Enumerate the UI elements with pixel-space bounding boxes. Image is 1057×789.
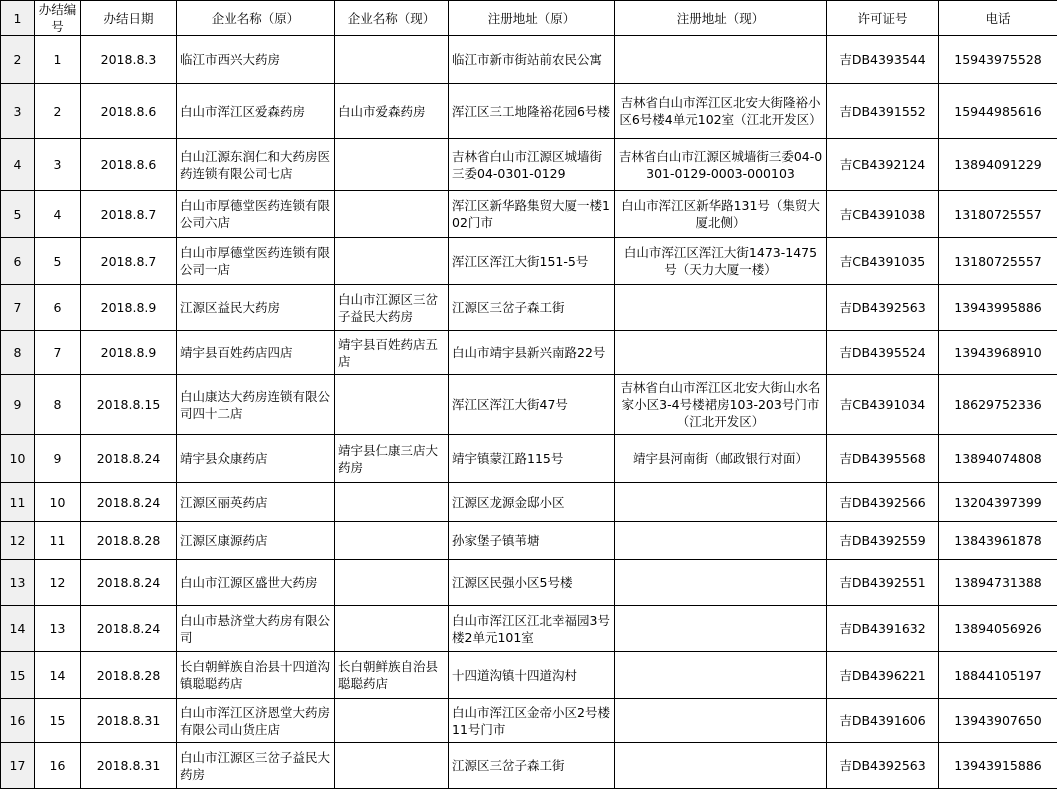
cell-addr-new[interactable]: [615, 483, 827, 522]
cell-addr-old[interactable]: 浑江区浑江大街151-5号: [449, 238, 615, 285]
cell-name-old[interactable]: 白山市江源区三岔子益民大药房: [177, 743, 335, 789]
cell-name-old[interactable]: 白山市江源区盛世大药房: [177, 560, 335, 606]
cell-license[interactable]: 吉CB4391035: [827, 238, 939, 285]
table-row: [1, 139, 1057, 191]
cell-license[interactable]: 吉DB4392563: [827, 743, 939, 789]
cell-addr-new[interactable]: [615, 699, 827, 743]
cell-addr-new[interactable]: 吉林省白山市浑江区北安大街山水名家小区3-4号楼裙房103-203号门市（江北开发区）: [615, 375, 827, 435]
column-header[interactable]: 电话: [939, 1, 1057, 36]
cell-addr-old[interactable]: 江源区龙源金邸小区: [449, 483, 615, 522]
cell-phone[interactable]: 13894731388: [939, 560, 1057, 606]
cell-phone[interactable]: 13180725557: [939, 238, 1057, 285]
cell-no[interactable]: 9: [35, 435, 81, 483]
column-header[interactable]: 注册地址（现）: [615, 1, 827, 36]
cell-addr-new[interactable]: 吉林省白山市浑江区北安大街隆裕小区6号楼4单元102室（江北开发区）: [615, 84, 827, 139]
cell-addr-old[interactable]: 浑江区三工地隆裕花园6号楼: [449, 84, 615, 139]
cell-no[interactable]: 8: [35, 375, 81, 435]
cell-addr-old[interactable]: 江源区三岔子森工街: [449, 743, 615, 789]
cell-date[interactable]: 2018.8.24: [81, 435, 177, 483]
cell-license[interactable]: 吉DB4391552: [827, 84, 939, 139]
cell-license[interactable]: 吉DB4395524: [827, 331, 939, 375]
table-row: [1, 560, 1057, 606]
row-header[interactable]: 7: [1, 285, 35, 331]
cell-no[interactable]: 10: [35, 483, 81, 522]
cell-name-new[interactable]: [335, 606, 449, 652]
row-header[interactable]: 3: [1, 84, 35, 139]
cell-date[interactable]: 2018.8.28: [81, 652, 177, 699]
cell-name-old[interactable]: 白山市厚德堂医药连锁有限公司六店: [177, 191, 335, 238]
cell-addr-old[interactable]: 吉林省白山市江源区城墙街三委04-0301-0129: [449, 139, 615, 191]
row-header[interactable]: 14: [1, 606, 35, 652]
cell-no[interactable]: 16: [35, 743, 81, 789]
cell-phone[interactable]: 13204397399: [939, 483, 1057, 522]
cell-date[interactable]: 2018.8.31: [81, 743, 177, 789]
cell-no[interactable]: 11: [35, 522, 81, 560]
cell-date[interactable]: 2018.8.15: [81, 375, 177, 435]
cell-name-new[interactable]: 靖宇县百姓药店五店: [335, 331, 449, 375]
cell-name-new[interactable]: [335, 560, 449, 606]
cell-name-old[interactable]: 白山市悬济堂大药房有限公司: [177, 606, 335, 652]
cell-addr-new[interactable]: 白山市浑江区新华路131号（集贸大厦北侧）: [615, 191, 827, 238]
cell-phone[interactable]: 13943968910: [939, 331, 1057, 375]
cell-license[interactable]: 吉DB4391632: [827, 606, 939, 652]
cell-license[interactable]: 吉DB4391606: [827, 699, 939, 743]
row-header[interactable]: 13: [1, 560, 35, 606]
row-header[interactable]: 10: [1, 435, 35, 483]
cell-name-old[interactable]: 江源区益民大药房: [177, 285, 335, 331]
cell-license[interactable]: 吉CB4391034: [827, 375, 939, 435]
cell-date[interactable]: 2018.8.9: [81, 285, 177, 331]
cell-addr-old[interactable]: 浑江区新华路集贸大厦一楼102门市: [449, 191, 615, 238]
table-row: [1, 522, 1057, 560]
cell-license[interactable]: 吉DB4392559: [827, 522, 939, 560]
cell-phone[interactable]: 15943975528: [939, 36, 1057, 84]
table-row: [1, 191, 1057, 238]
cell-no[interactable]: 1: [35, 36, 81, 84]
cell-name-old[interactable]: 白山市浑江区爱森药房: [177, 84, 335, 139]
cell-addr-old[interactable]: 江源区民强小区5号楼: [449, 560, 615, 606]
row-header[interactable]: 9: [1, 375, 35, 435]
cell-license[interactable]: 吉DB4392566: [827, 483, 939, 522]
cell-addr-old[interactable]: 孙家堡子镇苇塘: [449, 522, 615, 560]
cell-no[interactable]: 12: [35, 560, 81, 606]
cell-name-old[interactable]: 江源区康源药店: [177, 522, 335, 560]
row-header[interactable]: 5: [1, 191, 35, 238]
cell-name-new[interactable]: [335, 743, 449, 789]
row-header[interactable]: 15: [1, 652, 35, 699]
cell-addr-new[interactable]: 靖宇县河南街（邮政银行对面）: [615, 435, 827, 483]
column-header[interactable]: 企业名称（原）: [177, 1, 335, 36]
cell-addr-new[interactable]: [615, 522, 827, 560]
cell-no[interactable]: 6: [35, 285, 81, 331]
cell-addr-new[interactable]: [615, 606, 827, 652]
table-row: [1, 285, 1057, 331]
cell-addr-old[interactable]: 白山市浑江区江北幸福园3号楼2单元101室: [449, 606, 615, 652]
cell-name-new[interactable]: [335, 375, 449, 435]
cell-date[interactable]: 2018.8.9: [81, 331, 177, 375]
table-row: [1, 375, 1057, 435]
cell-no[interactable]: 5: [35, 238, 81, 285]
cell-addr-old[interactable]: 浑江区浑江大街47号: [449, 375, 615, 435]
row-header[interactable]: 4: [1, 139, 35, 191]
cell-addr-old[interactable]: 白山市浑江区金帝小区2号楼11号门市: [449, 699, 615, 743]
cell-no[interactable]: 15: [35, 699, 81, 743]
cell-name-new[interactable]: 白山市江源区三岔子益民大药房: [335, 285, 449, 331]
cell-addr-old[interactable]: 白山市靖宇县新兴南路22号: [449, 331, 615, 375]
cell-license[interactable]: 吉DB4392551: [827, 560, 939, 606]
table-row: [1, 84, 1057, 139]
cell-name-old[interactable]: 白山江源东润仁和大药房医药连锁有限公司七店: [177, 139, 335, 191]
table-row: [1, 483, 1057, 522]
cell-name-old[interactable]: 白山康达大药房连锁有限公司四十二店: [177, 375, 335, 435]
cell-date[interactable]: 2018.8.24: [81, 560, 177, 606]
cell-addr-new[interactable]: 白山市浑江区浑江大街1473-1475号（天力大厦一楼）: [615, 238, 827, 285]
cell-addr-old[interactable]: 江源区三岔子森工街: [449, 285, 615, 331]
cell-name-new[interactable]: [335, 522, 449, 560]
cell-date[interactable]: 2018.8.3: [81, 36, 177, 84]
cell-name-new[interactable]: [335, 36, 449, 84]
cell-no[interactable]: 7: [35, 331, 81, 375]
row-header[interactable]: 8: [1, 331, 35, 375]
cell-name-new[interactable]: 白山市爱森药房: [335, 84, 449, 139]
cell-addr-old[interactable]: 靖宇镇蒙江路115号: [449, 435, 615, 483]
cell-phone[interactable]: 13943907650: [939, 699, 1057, 743]
row-header[interactable]: 17: [1, 743, 35, 789]
cell-phone[interactable]: 13843961878: [939, 522, 1057, 560]
cell-no[interactable]: 4: [35, 191, 81, 238]
cell-name-new[interactable]: [335, 139, 449, 191]
table-row: [1, 238, 1057, 285]
table-row: [1, 435, 1057, 483]
cell-name-old[interactable]: 白山市浑江区济恩堂大药房有限公司山货庄店: [177, 699, 335, 743]
cell-addr-new[interactable]: [615, 743, 827, 789]
cell-no[interactable]: 3: [35, 139, 81, 191]
cell-date[interactable]: 2018.8.6: [81, 139, 177, 191]
cell-name-new[interactable]: [335, 191, 449, 238]
cell-date[interactable]: 2018.8.31: [81, 699, 177, 743]
cell-name-old[interactable]: 长白朝鲜族自治县十四道沟镇聪聪药店: [177, 652, 335, 699]
cell-phone[interactable]: 18844105197: [939, 652, 1057, 699]
cell-phone[interactable]: 13894074808: [939, 435, 1057, 483]
cell-addr-old[interactable]: 十四道沟镇十四道沟村: [449, 652, 615, 699]
cell-license[interactable]: 吉CB4392124: [827, 139, 939, 191]
cell-date[interactable]: 2018.8.7: [81, 238, 177, 285]
cell-addr-old[interactable]: 临江市新市街站前农民公寓: [449, 36, 615, 84]
cell-license[interactable]: 吉DB4396221: [827, 652, 939, 699]
cell-date[interactable]: 2018.8.28: [81, 522, 177, 560]
cell-no[interactable]: 13: [35, 606, 81, 652]
cell-name-new[interactable]: [335, 699, 449, 743]
row-header[interactable]: 11: [1, 483, 35, 522]
table-row: [1, 606, 1057, 652]
cell-addr-new[interactable]: [615, 36, 827, 84]
column-header[interactable]: 办结日期: [81, 1, 177, 36]
table-row: [1, 331, 1057, 375]
cell-phone[interactable]: 18629752336: [939, 375, 1057, 435]
cell-date[interactable]: 2018.8.7: [81, 191, 177, 238]
row-header[interactable]: 2: [1, 36, 35, 84]
row-header[interactable]: 1: [1, 1, 35, 36]
cell-name-old[interactable]: 临江市西兴大药房: [177, 36, 335, 84]
row-header[interactable]: 6: [1, 238, 35, 285]
cell-license[interactable]: 吉CB4391038: [827, 191, 939, 238]
cell-date[interactable]: 2018.8.24: [81, 606, 177, 652]
column-header[interactable]: 办结编号: [35, 1, 81, 36]
cell-addr-new[interactable]: [615, 652, 827, 699]
row-header[interactable]: 12: [1, 522, 35, 560]
cell-license[interactable]: 吉DB4395568: [827, 435, 939, 483]
header-row: [1, 1, 1057, 36]
cell-no[interactable]: 2: [35, 84, 81, 139]
cell-addr-new[interactable]: [615, 285, 827, 331]
cell-name-new[interactable]: [335, 238, 449, 285]
cell-name-old[interactable]: 江源区丽英药店: [177, 483, 335, 522]
column-header[interactable]: 许可证号: [827, 1, 939, 36]
table-row: [1, 36, 1057, 84]
cell-date[interactable]: 2018.8.24: [81, 483, 177, 522]
cell-name-old[interactable]: 靖宇县众康药店: [177, 435, 335, 483]
column-header[interactable]: 注册地址（原）: [449, 1, 615, 36]
cell-no[interactable]: 14: [35, 652, 81, 699]
cell-name-old[interactable]: 靖宇县百姓药店四店: [177, 331, 335, 375]
cell-license[interactable]: 吉DB4392563: [827, 285, 939, 331]
column-header[interactable]: 企业名称（现）: [335, 1, 449, 36]
table-row: [1, 699, 1057, 743]
cell-phone[interactable]: 15944985616: [939, 84, 1057, 139]
cell-addr-new[interactable]: [615, 560, 827, 606]
cell-phone[interactable]: 13943995886: [939, 285, 1057, 331]
cell-name-old[interactable]: 白山市厚德堂医药连锁有限公司一店: [177, 238, 335, 285]
cell-name-new[interactable]: 长白朝鲜族自治县聪聪药店: [335, 652, 449, 699]
cell-phone[interactable]: 13894056926: [939, 606, 1057, 652]
cell-phone[interactable]: 13943915886: [939, 743, 1057, 789]
cell-phone[interactable]: 13894091229: [939, 139, 1057, 191]
table-row: [1, 652, 1057, 699]
cell-license[interactable]: 吉DB4393544: [827, 36, 939, 84]
cell-addr-new[interactable]: 吉林省白山市江源区城墙街三委04-0301-0129-0003-000103: [615, 139, 827, 191]
cell-name-new[interactable]: 靖宇县仁康三店大药房: [335, 435, 449, 483]
cell-phone[interactable]: 13180725557: [939, 191, 1057, 238]
row-header[interactable]: 16: [1, 699, 35, 743]
table-row: [1, 743, 1057, 789]
cell-addr-new[interactable]: [615, 331, 827, 375]
cell-date[interactable]: 2018.8.6: [81, 84, 177, 139]
cell-name-new[interactable]: [335, 483, 449, 522]
